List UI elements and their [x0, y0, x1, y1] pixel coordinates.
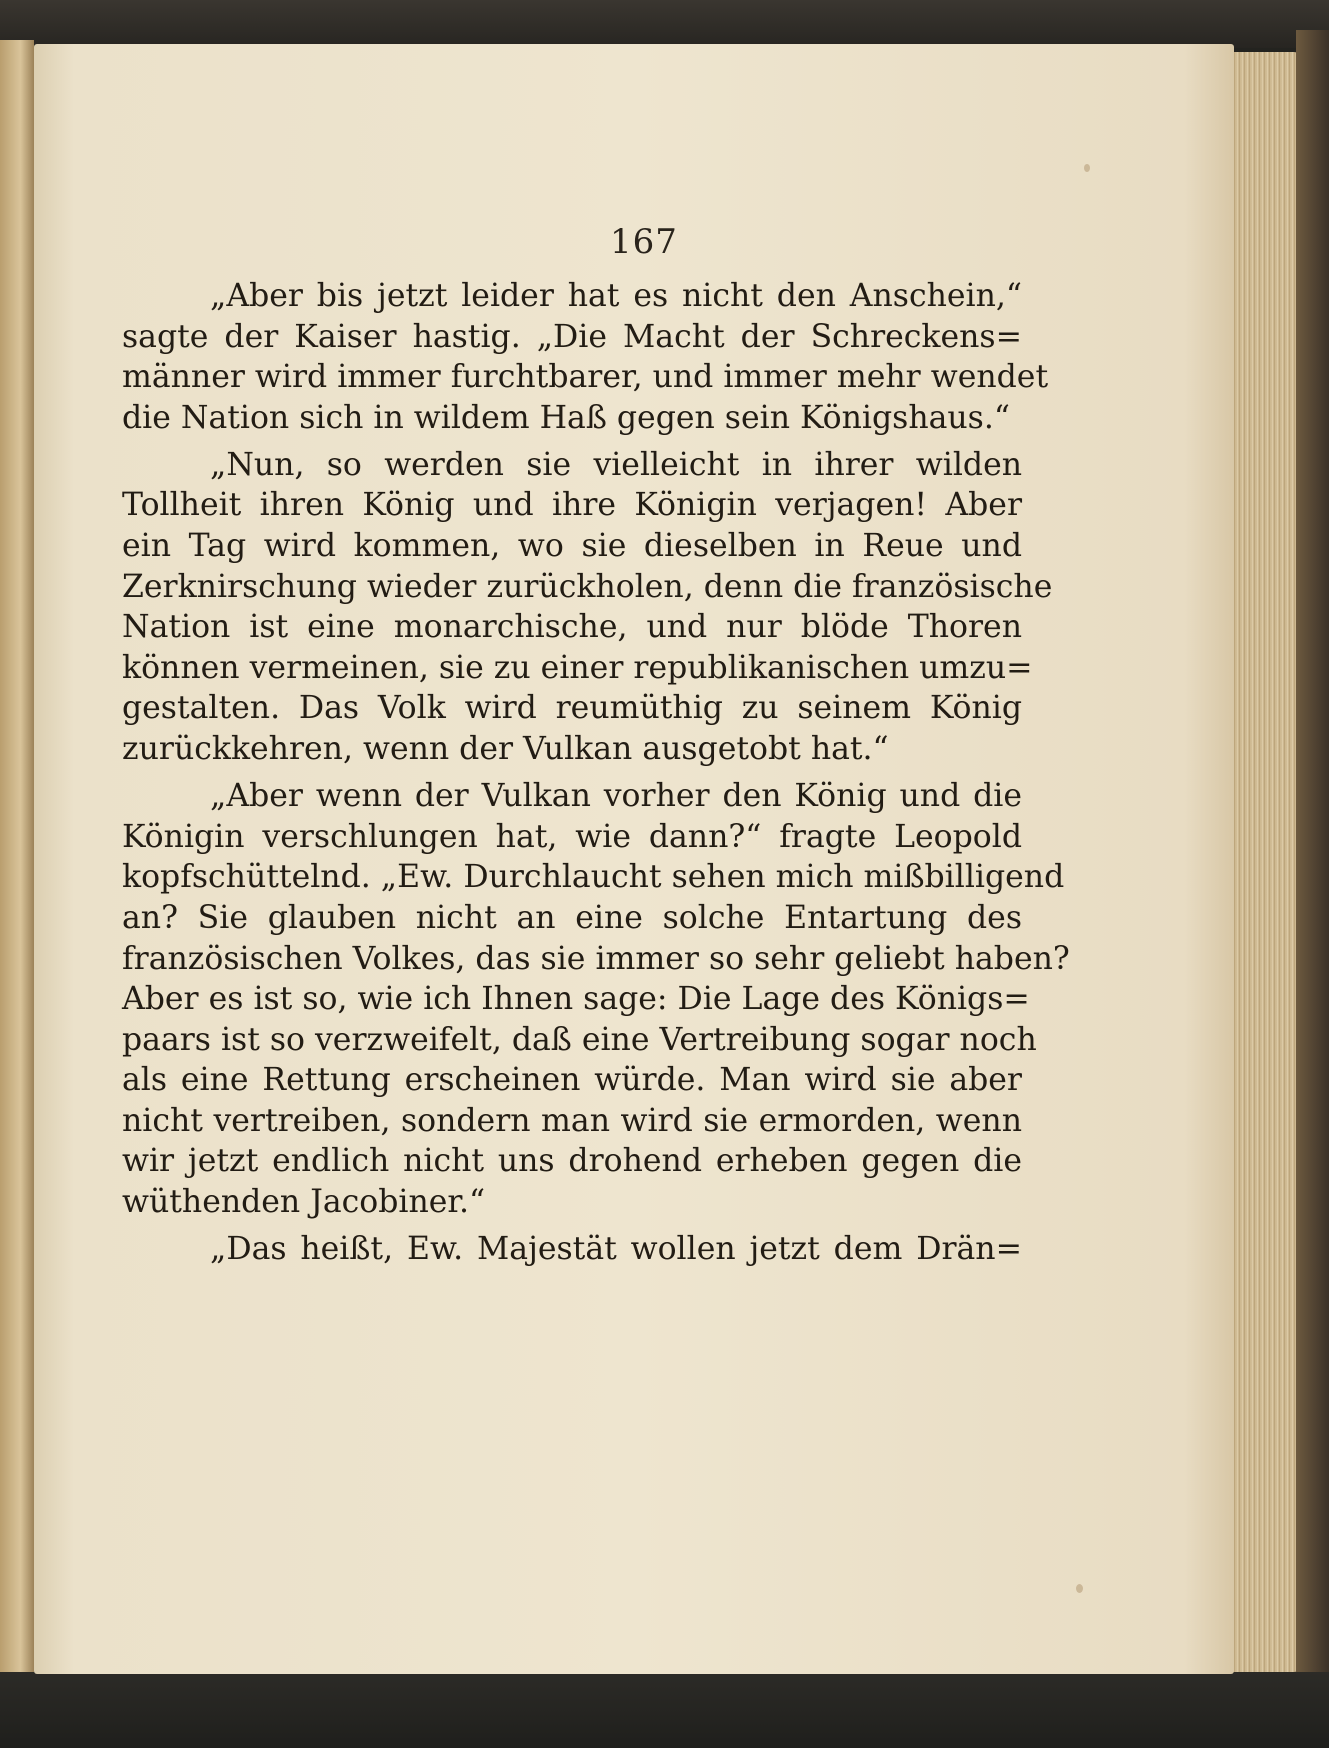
bottom-binding-edge	[0, 1672, 1329, 1748]
text-line: Königin verschlungen hat, wie dann?“ fragte Leopold	[122, 818, 1022, 855]
cover-edge	[1296, 30, 1329, 1710]
text-line: kopfschüttelnd. „Ew. Durchlaucht sehen mich mißbilligend	[122, 859, 1065, 896]
text-line: als eine Rettung erscheinen würde. Man wird sie aber	[122, 1062, 1022, 1099]
foxing-spot	[1076, 1584, 1083, 1593]
book-page	[34, 44, 1234, 1674]
text-line: französischen Volkes, das sie immer so sehr geliebt haben?	[122, 940, 1070, 977]
text-line: „Nun, so werden sie vielleicht in ihrer wilden	[210, 446, 1022, 483]
page-number: 167	[610, 222, 678, 262]
text-line: Tollheit ihren König und ihre Königin verjagen! Aber	[122, 487, 1022, 524]
text-line: „Das heißt, Ew. Majestät wollen jetzt dem Drän=	[210, 1231, 1022, 1268]
text-line: männer wird immer furchtbarer, und immer mehr wendet	[122, 359, 1049, 396]
top-binding-edge	[0, 0, 1329, 48]
text-line: ein Tag wird kommen, wo sie dieselben in Reue und	[122, 528, 1022, 565]
text-line: an? Sie glauben nicht an eine solche Entartung des	[122, 899, 1022, 936]
text-line: wüthenden Jacobiner.“	[122, 1184, 486, 1221]
text-line: gestalten. Das Volk wird reumüthig zu seinem König	[122, 690, 1022, 727]
text-line: zurückkehren, wenn der Vulkan ausgetobt hat.“	[122, 731, 889, 768]
text-line: können vermeinen, sie zu einer republikanischen umzu=	[122, 649, 1033, 686]
text-line: „Aber wenn der Vulkan vorher den König und die	[210, 778, 1022, 815]
text-line: Nation ist eine monarchische, und nur blöde Thoren	[122, 609, 1022, 646]
paragraph	[122, 445, 1053, 770]
text-line: Zerknirschung wieder zurückholen, denn die französische	[122, 568, 1053, 605]
body-text	[122, 276, 1070, 1276]
text-line: wir jetzt endlich nicht uns drohend erheben gegen die	[122, 1143, 1022, 1180]
text-line: Aber es ist so, wie ich Ihnen sage: Die Lage des Königs=	[122, 981, 1030, 1018]
text-line: paars ist so verzweifelt, daß eine Vertreibung sogar noch	[122, 1021, 1037, 1058]
page-stack-edge	[1226, 52, 1300, 1672]
paragraph	[122, 1229, 1022, 1270]
left-page-edge	[0, 40, 34, 1680]
paragraph	[122, 776, 1070, 1223]
text-line: die Nation sich in wildem Haß gegen sein Königshaus.“	[122, 399, 1010, 436]
foxing-spot	[1084, 164, 1090, 172]
paragraph	[122, 276, 1049, 438]
text-line: „Aber bis jetzt leider hat es nicht den Anschein,“	[210, 278, 1022, 314]
text-line: nicht vertreiben, sondern man wird sie ermorden, wenn	[122, 1102, 1022, 1139]
text-line: sagte der Kaiser hastig. „Die Macht der Schreckens=	[122, 318, 1022, 355]
